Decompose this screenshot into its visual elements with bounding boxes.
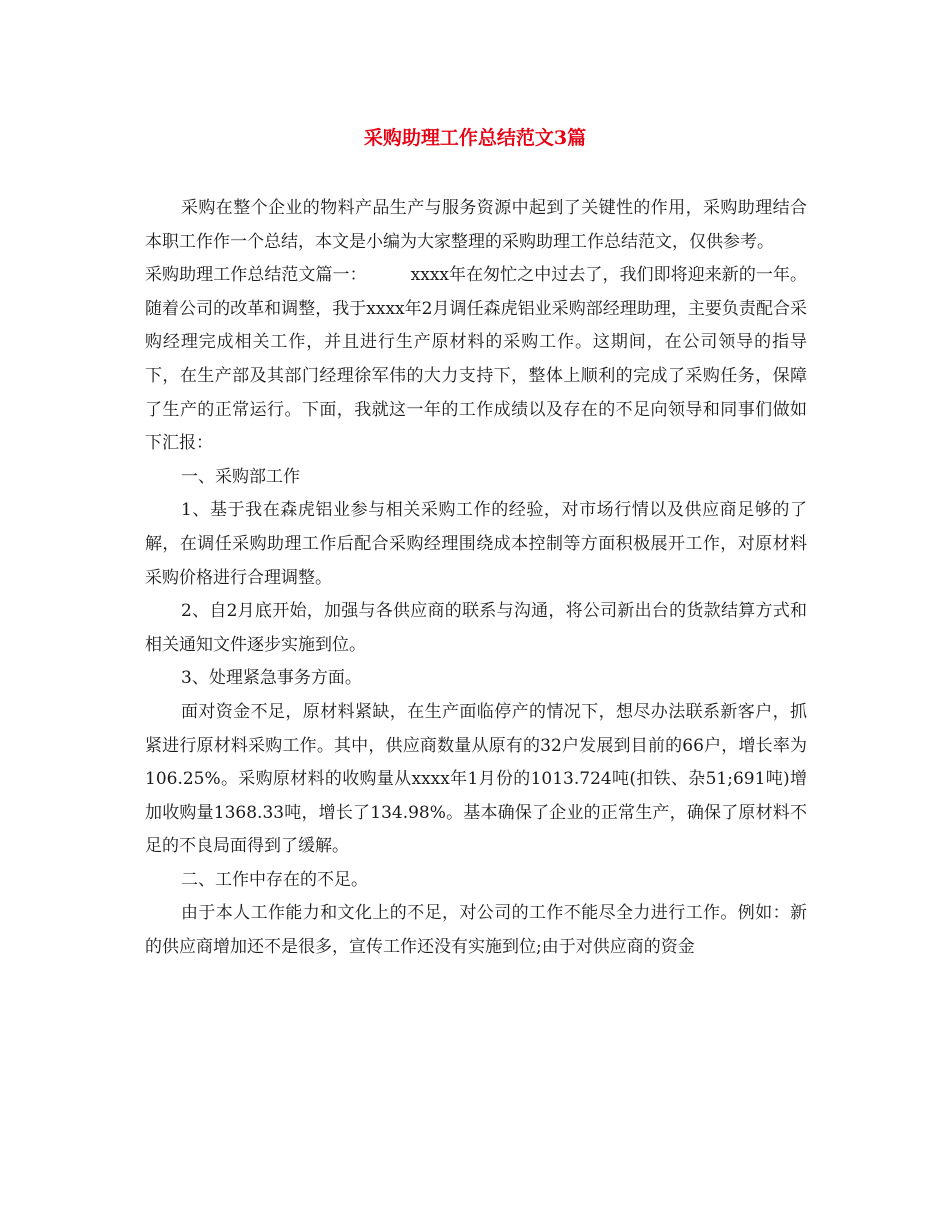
document-body: [145, 192, 807, 965]
item3-heading: 3、处理紧急事务方面。: [181, 668, 362, 689]
part1-paragraph: [145, 259, 807, 461]
intro-paragraph: 采购在整个企业的物料产品生产与服务资源中起到了关键性的作用，采购助理结合本职工作作一个总结，本文是小编为大家整理的采购助理工作总结范文，仅供参考。: [145, 198, 807, 252]
part1-label: 采购助理工作总结范文篇一：: [145, 265, 367, 286]
section2-heading: 二、工作中存在的不足。: [181, 869, 368, 890]
document-title: 采购助理工作总结范文3篇: [363, 127, 587, 149]
section1-heading: 一、采购部工作: [181, 466, 300, 487]
item1-paragraph: 1、基于我在森虎铝业参与相关采购工作的经验，对市场行情以及供应商足够的了解，在调任采购助理工作后配合采购经理围绕成本控制等方面积极展开工作，对原材料采购价格进行合理调整。: [145, 500, 807, 588]
item3-detail-paragraph: 面对资金不足，原材料紧缺，在生产面临停产的情况下，想尽办法联系新客户，抓紧进行原材料采购工作。其中，供应商数量从原有的32户发展到目前的66户，增长率为106.25%。采购原材料的收购量从xxxx年1月份的1013.724吨(扣铁、杂51;691吨)增加收购量1368.33吨，增长了134.98%。基本确保了企业的正常生产，确保了原材料不足的不良局面得到了缓解。: [145, 701, 807, 857]
section2-paragraph: 由于本人工作能力和文化上的不足，对公司的工作不能尽全力进行工作。例如：新的供应商增加还不是很多，宣传工作还没有实施到位;由于对供应商的资金: [145, 903, 807, 958]
item2-paragraph: 2、自2月底开始，加强与各供应商的联系与沟通，将公司新出台的货款结算方式和相关通知文件逐步实施到位。: [145, 601, 807, 655]
part1-text: xxxx年在匆忙之中过去了，我们即将迎来新的一年。随着公司的改革和调整，我于xxxx年2月调任森虎铝业采购部经理助理，主要负责配合采购经理完成相关工作，并且进行生产原材料的采购工作。这期间，在公司领导的指导下，在生产部及其部门经理徐军伟的大力支持下，整体上顺利的完成了采购任务，保障了生产的正常运行。下面，我就这一年的工作成绩以及存在的不足向领导和同事们做如下汇报：: [145, 265, 808, 454]
